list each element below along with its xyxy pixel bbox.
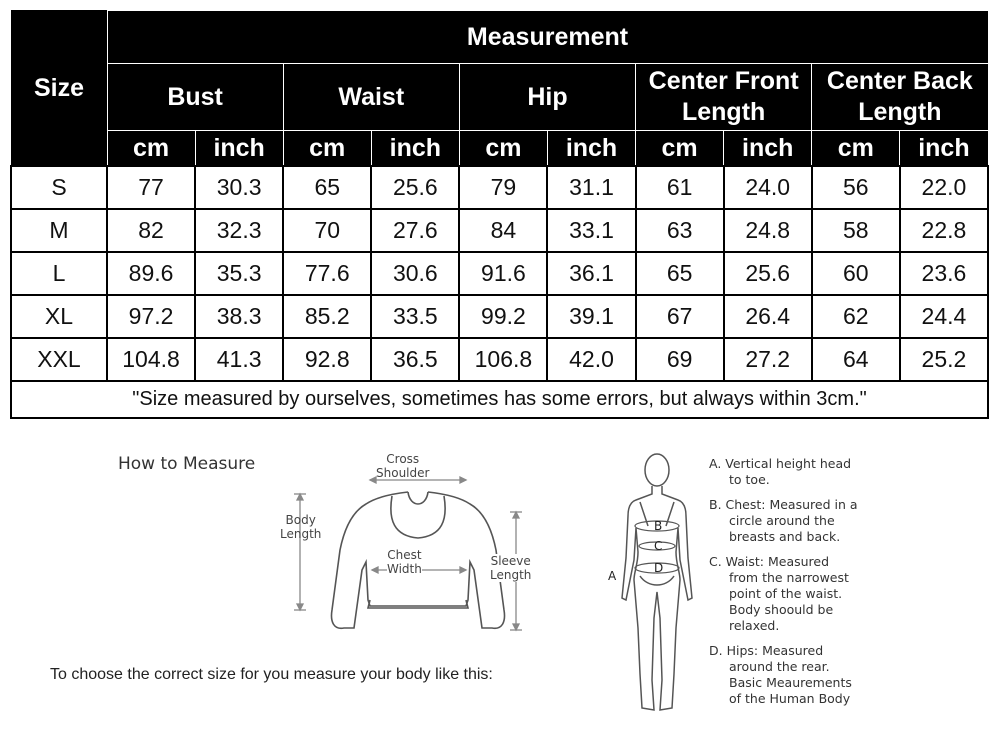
value-cell: 70 — [283, 209, 371, 252]
unit-header: inch — [724, 131, 812, 167]
value-cell: 85.2 — [283, 295, 371, 338]
size-cell: XXL — [11, 338, 107, 381]
legend-line: A. Vertical height head — [709, 456, 852, 471]
value-cell: 27.6 — [371, 209, 459, 252]
value-cell: 82 — [107, 209, 195, 252]
value-cell: 61 — [636, 166, 724, 209]
legend-line: C. Waist: Measured — [709, 554, 830, 569]
value-cell: 25.2 — [900, 338, 988, 381]
value-cell: 99.2 — [459, 295, 547, 338]
measurement-legend — [709, 456, 858, 716]
table-note: "Size measured by ourselves, sometimes has some errors, but always within 3cm." — [11, 381, 988, 418]
value-cell: 30.6 — [371, 252, 459, 295]
value-cell: 65 — [283, 166, 371, 209]
unit-header: inch — [900, 131, 988, 167]
unit-header: cm — [107, 131, 195, 167]
value-cell: 36.1 — [547, 252, 635, 295]
size-header: Size — [11, 11, 107, 167]
value-cell: 38.3 — [195, 295, 283, 338]
legend-line: circle around the — [729, 513, 835, 528]
value-cell: 69 — [636, 338, 724, 381]
value-cell: 58 — [812, 209, 900, 252]
table-row — [11, 209, 988, 252]
value-cell: 91.6 — [459, 252, 547, 295]
size-cell: L — [11, 252, 107, 295]
table-row — [11, 166, 988, 209]
value-cell: 56 — [812, 166, 900, 209]
value-cell: 104.8 — [107, 338, 195, 381]
legend-line: B. Chest: Measured in a — [709, 497, 858, 512]
measurement-header: Measurement — [107, 11, 988, 64]
value-cell: 25.6 — [371, 166, 459, 209]
value-cell: 79 — [459, 166, 547, 209]
table-row — [11, 338, 988, 381]
unit-header: inch — [195, 131, 283, 167]
legend-line: of the Human Body — [729, 691, 851, 706]
legend-line: relaxed. — [729, 618, 780, 633]
value-cell: 36.5 — [371, 338, 459, 381]
legend-line: from the narrowest — [729, 570, 849, 585]
table-row — [11, 295, 988, 338]
instruction-text: To choose the correct size for you measure your body like this: — [50, 666, 493, 683]
value-cell: 33.5 — [371, 295, 459, 338]
legend-line: around the rear. — [729, 659, 830, 674]
table-row — [11, 252, 988, 295]
value-cell: 77.6 — [283, 252, 371, 295]
size-cell: M — [11, 209, 107, 252]
legend-item — [709, 554, 858, 634]
size-chart-table — [10, 10, 989, 419]
marker-a: A — [608, 569, 617, 583]
legend-line: point of the waist. — [729, 586, 843, 601]
value-cell: 63 — [636, 209, 724, 252]
body-length-label: Body Length — [280, 513, 322, 541]
legend-item — [709, 497, 858, 545]
value-cell: 65 — [636, 252, 724, 295]
value-cell: 60 — [812, 252, 900, 295]
unit-header: cm — [812, 131, 900, 167]
value-cell: 30.3 — [195, 166, 283, 209]
unit-header: cm — [636, 131, 724, 167]
value-cell: 92.8 — [283, 338, 371, 381]
value-cell: 89.6 — [107, 252, 195, 295]
unit-header: inch — [371, 131, 459, 167]
value-cell: 39.1 — [547, 295, 635, 338]
size-cell: XL — [11, 295, 107, 338]
value-cell: 67 — [636, 295, 724, 338]
legend-line: Basic Meaurements — [729, 675, 852, 690]
value-cell: 32.3 — [195, 209, 283, 252]
group-header: Center Front Length — [636, 64, 812, 131]
group-header: Hip — [459, 64, 635, 131]
value-cell: 24.4 — [900, 295, 988, 338]
legend-line: to toe. — [729, 472, 770, 487]
human-body-diagram — [600, 448, 710, 728]
legend-item — [709, 456, 858, 488]
value-cell: 84 — [459, 209, 547, 252]
value-cell: 77 — [107, 166, 195, 209]
value-cell: 24.0 — [724, 166, 812, 209]
sleeve-length-label: Sleeve Length — [490, 554, 532, 582]
size-cell: S — [11, 166, 107, 209]
value-cell: 41.3 — [195, 338, 283, 381]
legend-item — [709, 643, 858, 707]
marker-d: D — [654, 561, 664, 575]
value-cell: 22.0 — [900, 166, 988, 209]
value-cell: 24.8 — [724, 209, 812, 252]
value-cell: 42.0 — [547, 338, 635, 381]
legend-line: Body shoould be — [729, 602, 834, 617]
value-cell: 35.3 — [195, 252, 283, 295]
value-cell: 27.2 — [724, 338, 812, 381]
value-cell: 23.6 — [900, 252, 988, 295]
value-cell: 25.6 — [724, 252, 812, 295]
value-cell: 31.1 — [547, 166, 635, 209]
value-cell: 26.4 — [724, 295, 812, 338]
value-cell: 22.8 — [900, 209, 988, 252]
value-cell: 64 — [812, 338, 900, 381]
chest-width-label: Chest Width — [387, 548, 422, 576]
legend-line: D. Hips: Measured — [709, 643, 824, 658]
legend-line: breasts and back. — [729, 529, 841, 544]
marker-b: B — [654, 519, 663, 533]
value-cell: 97.2 — [107, 295, 195, 338]
group-header: Waist — [283, 64, 459, 131]
value-cell: 106.8 — [459, 338, 547, 381]
unit-header: inch — [547, 131, 635, 167]
value-cell: 62 — [812, 295, 900, 338]
value-cell: 33.1 — [547, 209, 635, 252]
unit-header: cm — [283, 131, 371, 167]
unit-header: cm — [459, 131, 547, 167]
cross-shoulder-label: Cross Shoulder — [376, 452, 430, 480]
marker-c: C — [654, 539, 663, 553]
group-header: Bust — [107, 64, 283, 131]
group-header: Center Back Length — [812, 64, 988, 131]
how-to-measure-title: How to Measure — [118, 454, 256, 474]
